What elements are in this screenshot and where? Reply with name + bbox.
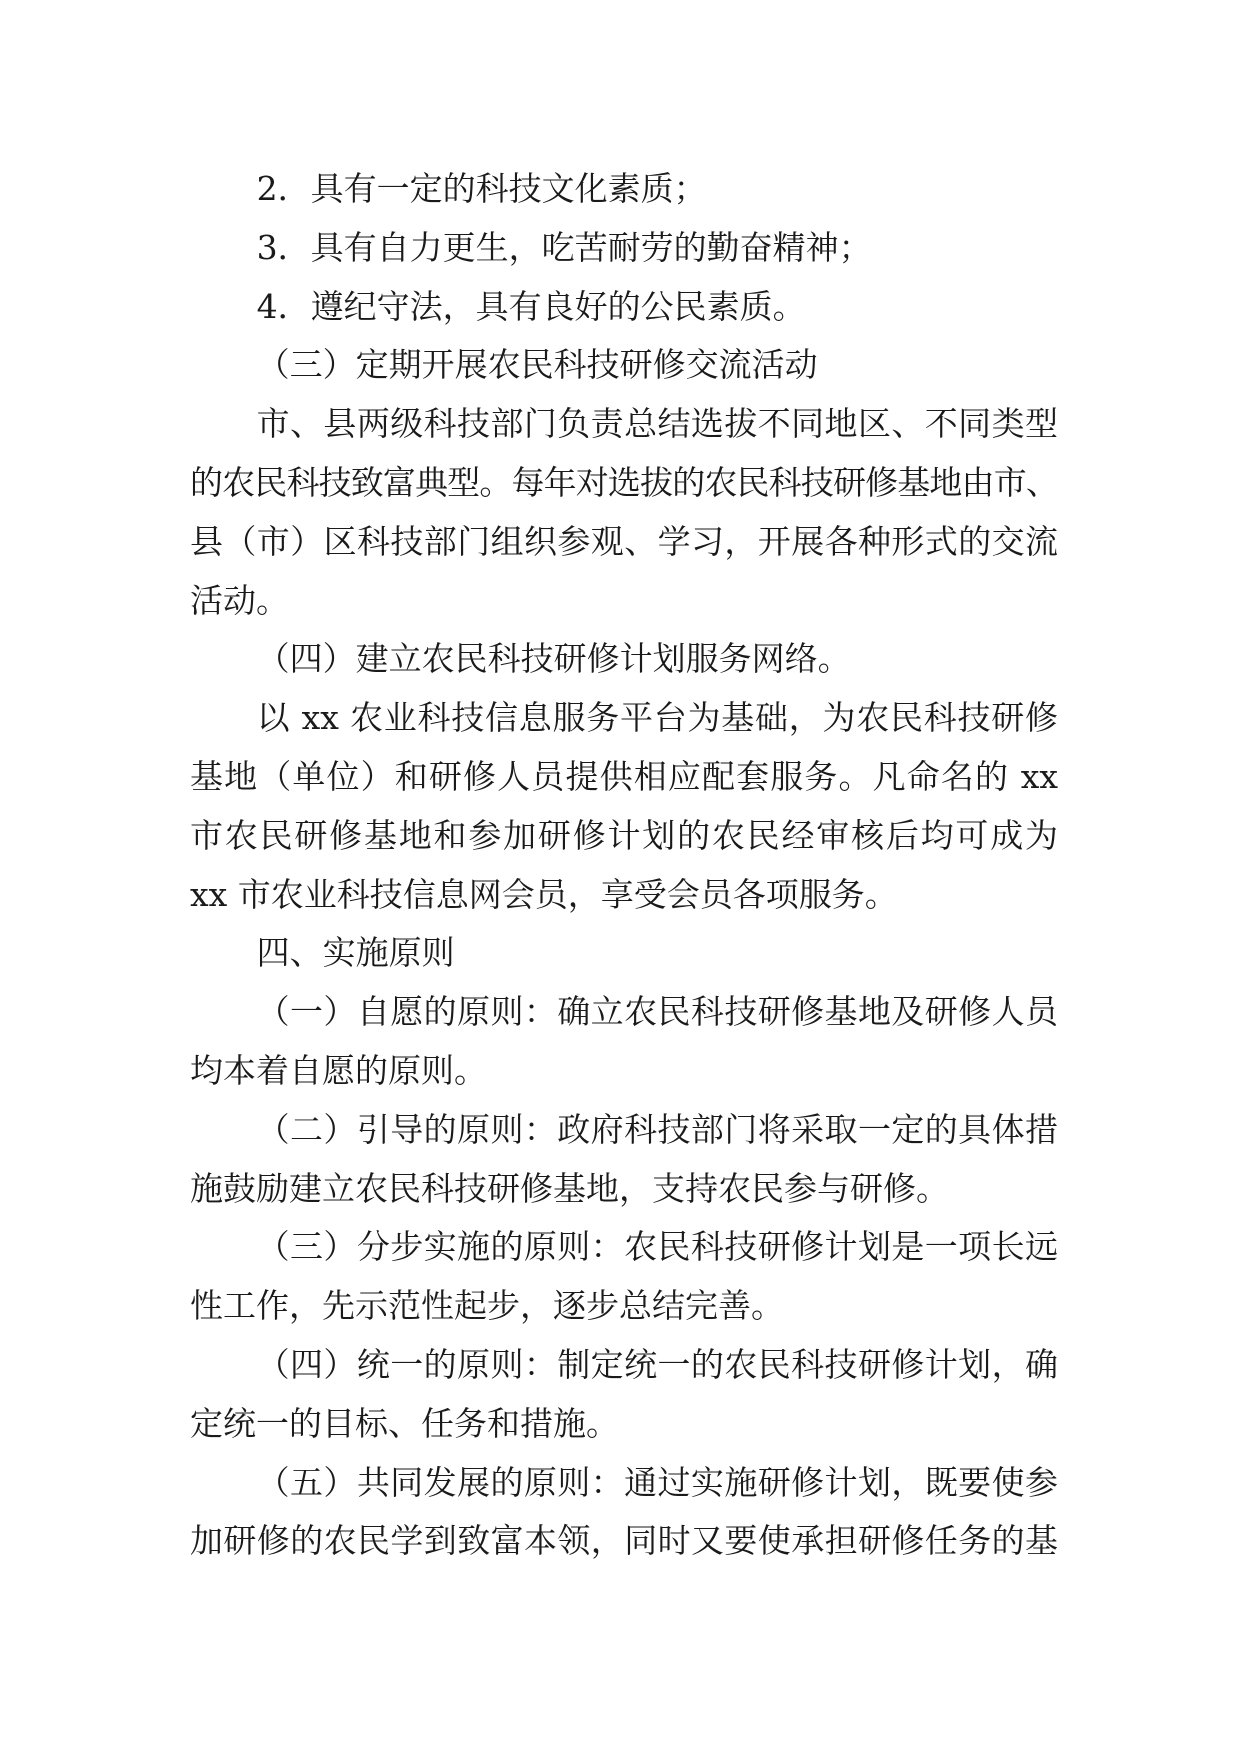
text-line: 2．具有一定的科技文化素质； (256, 169, 707, 208)
text-line: 县（市）区科技部门组织参观、学习，开展各种形式的交流 (190, 521, 1058, 561)
text-line: 3．具有自力更生，吃苦耐劳的勤奋精神； (256, 227, 872, 267)
text-line: （四）统一的原则：制定统一的农民科技研修计划，确 (256, 1344, 1058, 1384)
text-line: 基地（单位）和研修人员提供相应配套服务。凡命名的 xx (190, 756, 1058, 796)
body-paragraph-exchange (190, 395, 1058, 630)
document-body (190, 160, 1058, 1571)
list-item-4 (190, 278, 1058, 337)
principle-paragraph-5 (190, 1454, 1058, 1572)
body-paragraph-network (190, 689, 1058, 924)
text-line: （一）自愿的原则：确立农民科技研修基地及研修人员 (256, 992, 1058, 1032)
text-line: 以 xx 农业科技信息服务平台为基础，为农民科技研修 (256, 698, 1058, 738)
section-heading-principles (190, 924, 1058, 983)
text-line: 市、县两级科技部门负责总结选拔不同地区、不同类型 (256, 404, 1058, 444)
list-item-3 (190, 219, 1058, 278)
text-line: 四、实施原则 (256, 933, 455, 973)
text-line: 性工作，先示范性起步，逐步总结完善。 (190, 1286, 784, 1326)
text-line: （三）分步实施的原则：农民科技研修计划是一项长远 (256, 1227, 1058, 1267)
text-line: 市农民研修基地和参加研修计划的农民经审核后均可成为 (190, 815, 1058, 855)
principle-paragraph-2 (190, 1101, 1058, 1219)
text-line: 均本着自愿的原则。 (190, 1050, 487, 1090)
text-line: 施鼓励建立农民科技研修基地，支持农民参与研修。 (190, 1168, 949, 1208)
text-line: （三）定期开展农民科技研修交流活动 (256, 345, 818, 385)
text-line: xx 市农业科技信息网会员，享受会员各项服务。 (190, 874, 898, 914)
subsection-heading-4 (190, 630, 1058, 689)
principle-paragraph-4 (190, 1336, 1058, 1454)
list-item-2 (190, 160, 1058, 219)
text-line: 加研修的农民学到致富本领，同时又要使承担研修任务的基 (190, 1521, 1058, 1561)
principle-paragraph-3 (190, 1218, 1058, 1336)
text-line: 活动。 (190, 580, 289, 620)
text-line: （四）建立农民科技研修计划服务网络。 (256, 639, 851, 679)
text-line: （二）引导的原则：政府科技部门将采取一定的具体措 (256, 1109, 1058, 1149)
text-line: 的农民科技致富典型。每年对选拔的农民科技研修基地由市、 (190, 462, 1059, 502)
subsection-heading-3 (190, 336, 1058, 395)
principle-paragraph-1 (190, 983, 1058, 1101)
text-line: 4．遵纪守法，具有良好的公民素质。 (256, 286, 806, 326)
text-line: 定统一的目标、任务和措施。 (190, 1403, 619, 1443)
text-line: （五）共同发展的原则：通过实施研修计划，既要使参 (256, 1462, 1058, 1502)
